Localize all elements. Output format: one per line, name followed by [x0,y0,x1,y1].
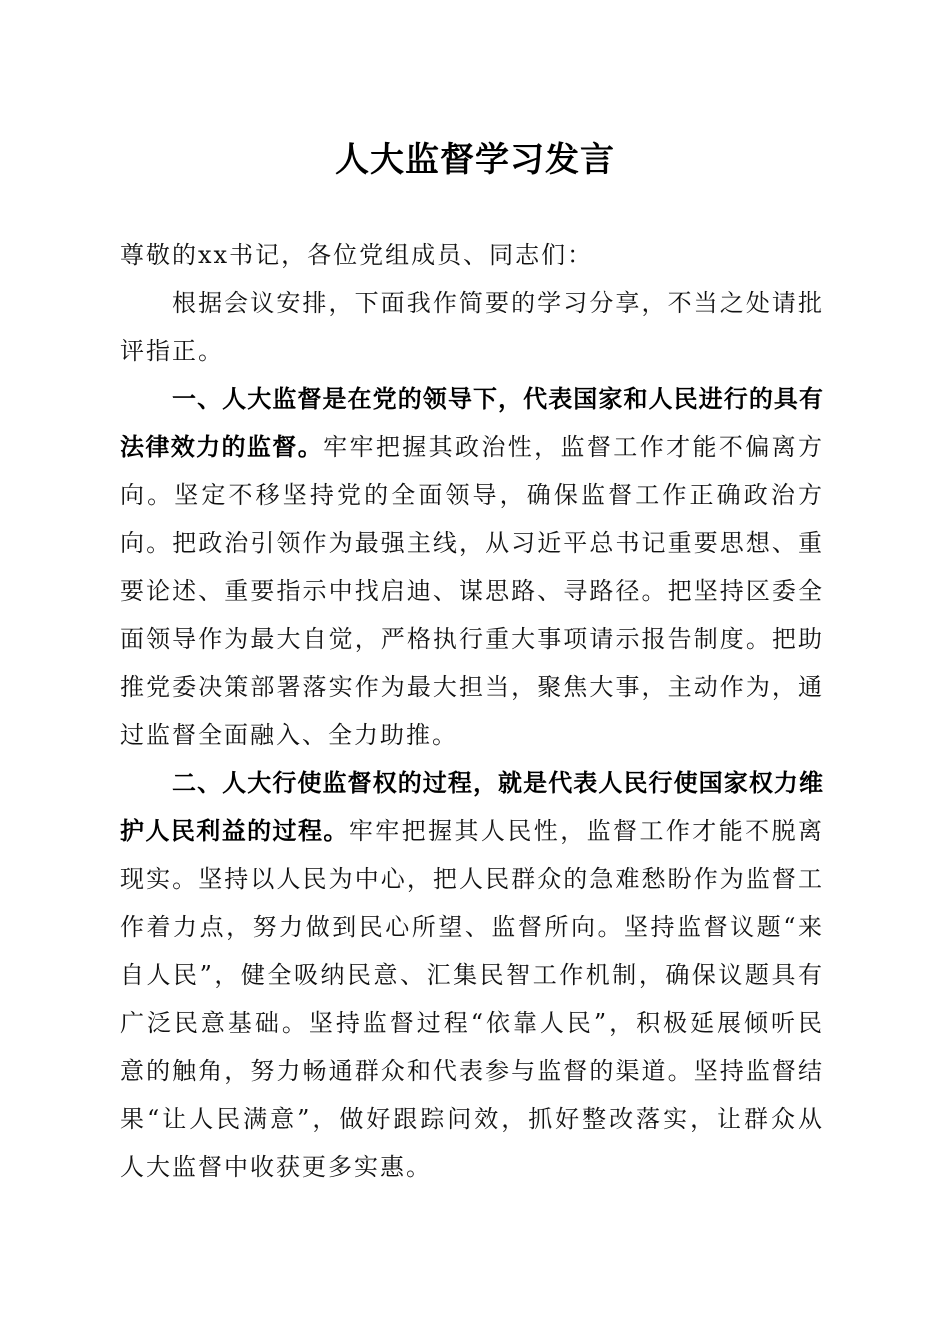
section-2-heading: 二、人大行使监督权的过程，就是代表人民行使国家权力维护人民利益的过程。 [120,769,824,845]
salutation: 尊敬的xx书记，各位党组成员、同志们： [120,241,594,269]
intro-paragraph: 根据会议安排，下面我作简要的学习分享，不当之处请批评指正。 [120,289,824,365]
section-1-heading: 一、人大监督是在党的领导下，代表国家和人民进行的具有法律效力的监督。 [120,385,824,461]
document-body [120,231,824,1191]
section-2-text: 牢牢把握其人民性，监督工作才能不脱离现实。坚持以人民为中心，把人民群众的急难愁盼作为监督工作着力点，努力做到民心所望、监督所向。坚持监督议题“来自人民”，健全吸纳民意、汇集民智工作机制，确保议题具有广泛民意基础。坚持监督过程“依靠人民”，积极延展倾听民意的触角，努力畅通群众和代表参与监督的渠道。坚持监督结果“让人民满意”，做好跟踪问效，抓好整改落实，让群众从人大监督中收获更多实惠。 [120,817,825,1181]
section-1-paragraph [120,375,824,759]
section-1-text: 牢牢把握其政治性，监督工作才能不偏离方向。坚定不移坚持党的全面领导，确保监督工作正确政治方向。把政治引领作为最强主线，从习近平总书记重要思想、重要论述、重要指示中找启迪、谋思路、寻路径。把坚持区委全面领导作为最大自觉，严格执行重大事项请示报告制度。把助推党委决策部署落实作为最大担当，聚焦大事，主动作为，通过监督全面融入、全力助推。 [120,433,824,749]
document-title: 人大监督学习发言 [335,140,615,180]
section-2-paragraph [120,759,824,1191]
